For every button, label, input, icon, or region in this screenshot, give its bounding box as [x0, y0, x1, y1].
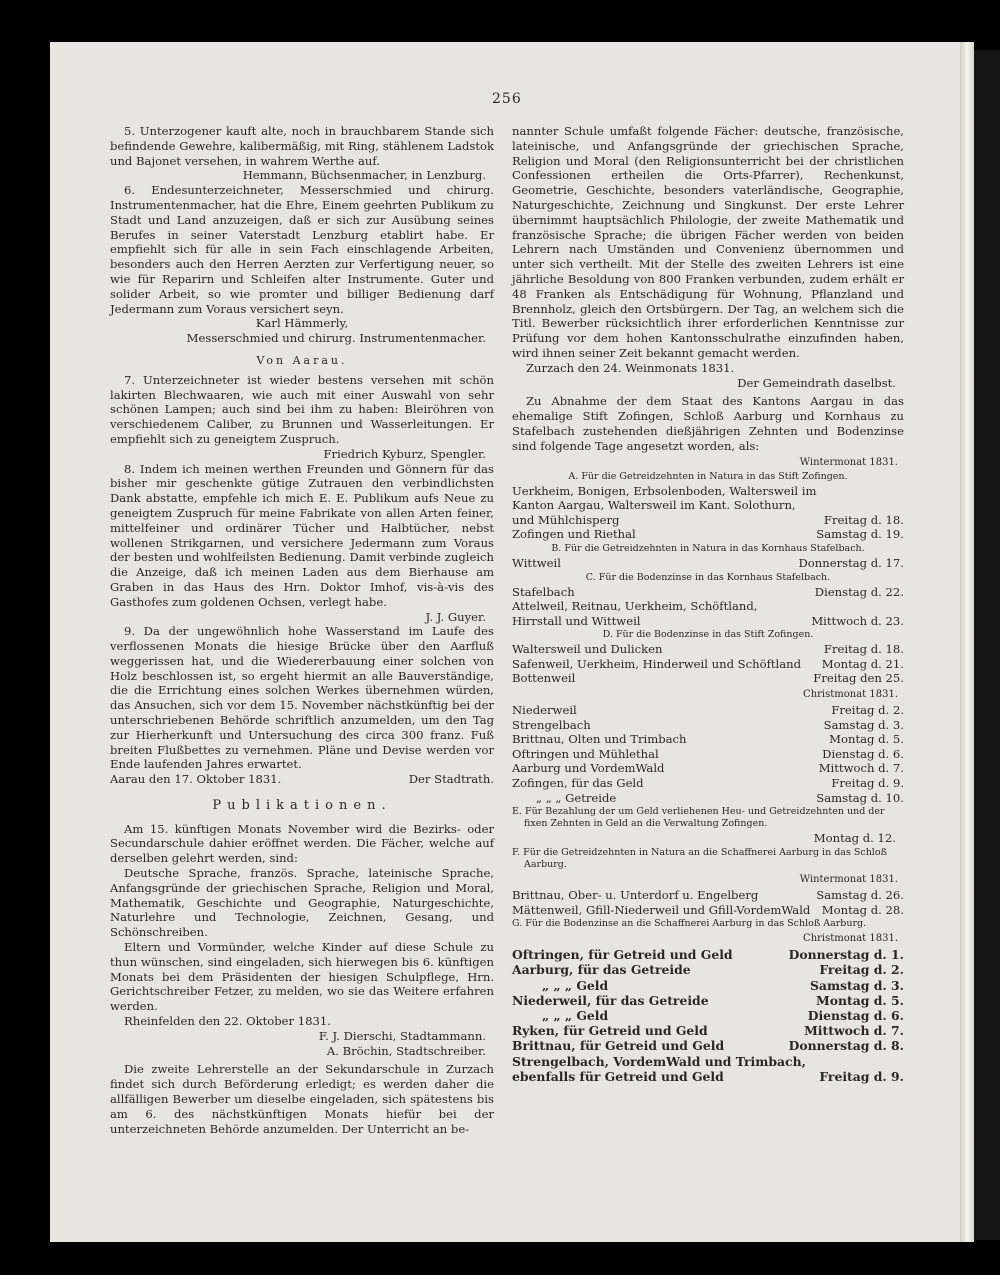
publication-1-parents: Eltern und Vormünder, welche Kinder auf diese Schule zu thun wünschen, sind eingeladen, sich hierwegen bis 6. künftigen Monats bei dem Präsidenten der hiesigen Schulpflege, Hrn. Gerichtschreiber Fetzer, zu melden, wo sie das Weitere erfahren werden.	[110, 940, 494, 1014]
section-f-heading: F. Für die Getreidzehnten in Natura an die Schaffnerei Aarburg in das Schloß Aarburg.	[512, 847, 887, 871]
publication-2-continued: nannter Schule umfaßt folgende Fächer: deutsche, französische, lateinische, und Anfangsgründe der griechischen Sprache, Religion und Moral (den Religionsunterricht bei der christlichen Confessionen ertheilen die Orts-Pfarrer), Rechenkunst, Geometrie, Geschichte, besonders vaterländische, Geographie, Naturgeschichte, Zeichnung und Singkunst. Der erste Lehrer übernimmt hauptsächlich Philologie, der zweite Mathematik und französische Sprache; die übrigen Fächer werden von beiden Lehrern nach Umständen und Convenienz übernommen und unter sich vertheilt. Mit der Stelle des zweiten Lehrers ist eine jährliche Besoldung von 800 Franken verbunden, zudem erhält er 48 Franken als Entschädigung für Wohnung, Pflanzland und Brennholz, gleich den Ortsbürgern. Der Tag, an welchem sich die Titl. Bewerber rücksichtlich ihrer erforderlichen Kenntnisse zur Prüfung vor dem hohen Kantonsschulrathe einzufinden haben, wird ihnen seiner Zeit bekannt gemacht werden.	[512, 124, 904, 360]
schedule-row: Wittweil Donnerstag d. 17.	[512, 555, 904, 570]
schedule-row: Uerkheim, Bonigen, Erbsolenboden, Waltersweil im Kanton Aargau, Waltersweil im Kant. Solothurn, und Mühlchisperg Freitag d. 18.	[512, 483, 904, 527]
publication-2-start: Die zweite Lehrerstelle an der Sekundarschule in Zurzach findet sich durch Beförderung erledigt; es werden daher die allfälligen Bewerber um dieselbe eingeladen, sich spätestens bis am 6. des nächstkünftigen Monats hiefür bei der unterzeichneten Behörde anzumelden. Der Unterricht an be-	[110, 1062, 494, 1136]
schedule-row: Niederweil, für das Getreide Montag d. 5.	[512, 992, 904, 1008]
notice-9-place-date: Aarau den 17. Oktober 1831.	[110, 772, 282, 787]
publication-1-subjects: Deutsche Sprache, französ. Sprache, lateinische Sprache, Anfangsgründe der griechischen Sprache, Religion und Moral, Mathematik, Geschichte und Geographie, Naturgeschichte, Naturlehre und Technologie, Zeichnen, Gesang, und Schönschreiben.	[110, 866, 494, 940]
publication-1-intro: Am 15. künftigen Monats November wird die Bezirks- oder Secundarschule dahier eröffnet werden. Die Fächer, welche auf derselben gelehrt werden, sind:	[110, 821, 494, 866]
schedule-row: Niederweil Freitag d. 2.	[512, 703, 904, 718]
publication-1-place-date: Rheinfelden den 22. Oktober 1831.	[124, 1014, 331, 1029]
section-e-date: Montag d. 12.	[813, 831, 896, 846]
schedule-row: Attelweil, Reitnau, Uerkheim, Schöftland, Hirrstall und Wittweil Mittwoch d. 23.	[512, 599, 904, 628]
schedule-row: Zofingen, für das Geld Freitag d. 9.	[512, 776, 904, 791]
notice-9: 9. Da der ungewöhnlich hohe Wasserstand im Laufe des verflossenen Monats die hiesige Brücke über den Aarfluß weggerissen hat, und die Wiedererbauung einer solchen von Holz beschlossen ist, so ergeht hiermit an alle Bauverständige, die die Errichtung eines solchen Werkes übernehmen würden, das Ansuchen, sich vor dem 15. November nächstkünftig bei der unterschriebenen Behörde schriftlich anzumelden, um den Tag zur Hierherkunft und Untersuchung des circa 300 franz. Fuß breiten Flußbettes zu vernehmen. Pläne und Devise werden vor Ende laufenden Jahres erwartet.	[110, 624, 494, 772]
schedule-row: Aarburg, für das Getreide Freitag d. 2.	[512, 962, 904, 978]
notice-7: 7. Unterzeichneter ist wieder bestens versehen mit schön lakirten Blechwaaren, wie auch mit einer Auswahl von sehr schönen Lampen; auch sind bei ihm zu haben: Bleiröhren von verschiedenem Caliber, zu Brunnen und Wasserleitungen. Er empfiehlt sich zu geneigtem Zuspruch.	[110, 372, 494, 446]
notice-6-signature-name: Karl Hämmerly,	[255, 316, 349, 331]
notice-6: 6. Endesunterzeichneter, Messerschmied und chirurg. Instrumentenmacher, hat die Ehre, Einem geehrten Publikum zu Stadt und Land anzuzeigen, daß er sich zur Ausübung seines Berufes in seiner Vaterstadt Lenzburg etablirt habe. Er empfiehlt sich für alle in sein Fach einschlagende Arbeiten, besonders auch den Herren Aerzten zur Verfertigung neuer, so wie für Reparirn und Schleifen alter Instrumente. Guter und solider Arbeit, so wie promter und billiger Bedienung darf Jedermann zum Voraus versichert seyn.	[110, 183, 494, 316]
schedule-row: Aarburg und VordemWald Mittwoch d. 7.	[512, 761, 904, 776]
schedule-row: Ryken, für Getreid und Geld Mittwoch d. 7.	[512, 1023, 904, 1039]
schedule-row: Strengelbach Samstag d. 3.	[512, 717, 904, 732]
section-b-heading: B. Für die Getreidzehnten in Natura in das Kornhaus Stafelbach.	[551, 542, 865, 554]
section-from-aarau: Von Aarau.	[256, 353, 348, 367]
notice-9-footer	[110, 772, 494, 787]
schedule-row: Brittnau, Olten und Trimbach Montag d. 5.	[512, 732, 904, 747]
month-heading-3: Wintermonat 1831.	[799, 874, 898, 886]
schedule-row: Strengelbach, VordemWald und Trimbach, ebenfalls für Getreid und Geld Freitag d. 9.	[512, 1053, 904, 1084]
notice-5-signature: Hemmann, Büchsenmacher, in Lenzburg.	[242, 168, 486, 183]
notice-8-signature: J. J. Guyer.	[425, 609, 486, 624]
notice-7-signature: Friedrich Kyburz, Spengler.	[323, 446, 486, 461]
page-fold	[960, 42, 974, 1242]
section-a-heading: A. Für die Getreidzehnten in Natura in das Stift Zofingen.	[568, 470, 848, 482]
schedule-row: Oftringen und Mühlethal Dienstag d. 6.	[512, 746, 904, 761]
tithe-intro: Zu Abnahme der dem Staat des Kantons Aargau in das ehemalige Stift Zofingen, Schloß Aarburg und Kornhaus zu Stafelbach zustehenden dießjährigen Zehnten und Bodenzinse sind folgende Tage angesetzt worden, als:	[512, 394, 904, 453]
month-heading-4: Christmonat 1831.	[803, 933, 898, 945]
publication-1-signature-1: F. J. Dierschi, Stadtammann.	[318, 1028, 486, 1043]
section-c-heading: C. Für die Bodenzinse in das Kornhaus Stafelbach.	[585, 571, 831, 583]
notice-5: 5. Unterzogener kauft alte, noch in brauchbarem Stande sich befindende Gewehre, kalibermäßig, mit Ring, stählenem Ladstok und Bajonet versehen, in wahrem Werthe auf.	[110, 124, 494, 168]
month-heading-2: Christmonat 1831.	[803, 689, 898, 701]
schedule-row: Safenweil, Uerkheim, Hinderweil und Schöftland Montag d. 21.	[512, 656, 904, 671]
notice-6-signature-title: Messerschmied und chirurg. Instrumentenmacher.	[186, 331, 486, 346]
publication-1-signature-2: A. Bröchin, Stadtschreiber.	[326, 1043, 486, 1058]
left-column	[110, 124, 494, 1136]
section-d-heading: D. Für die Bodenzinse in das Stift Zofingen.	[602, 629, 814, 641]
section-g-heading: G. Für die Bodenzinse an die Schaffnerei Aarburg in das Schloß Aarburg.	[512, 918, 867, 930]
schedule-row: Stafelbach Dienstag d. 22.	[512, 584, 904, 599]
schedule-row: Brittnau, für Getreid und Geld Donnerstag d. 8.	[512, 1038, 904, 1054]
month-heading-1: Wintermonat 1831.	[799, 456, 898, 468]
schedule-row: Mättenweil, Gfill-Niederweil und Gfill-VordemWald Montag d. 28.	[512, 902, 904, 917]
page-number: 256	[492, 91, 522, 107]
publication-2-signature: Der Gemeindrath daselbst.	[737, 375, 896, 390]
notice-8: 8. Indem ich meinen werthen Freunden und Gönnern für das bisher mir geschenkte gütige Zutrauen den verbindlichsten Dank abstatte, empfehle ich mich E. E. Publikum aufs Neue zu geneigtem Zuspruch für meine Fabrikate von allen Arten feiner, mittelfeiner und ordinärer Tücher und Halbtücher, nebst wollenen Strikgarnen, und versichere Jedermann zum Voraus der besten und wohlfeilsten Bedienung. Damit verbinde zugleich die Anzeige, daß ich meinen Laden aus dem Bierhause am Graben in das Haus des Hrn. Doktor Imhof, vis-à-vis des Gasthofes zum goldenen Ochsen, verlegt habe.	[110, 461, 494, 609]
schedule-row: Zofingen und Riethal Samstag d. 19.	[512, 527, 904, 542]
publications-heading: Publikationen.	[212, 797, 392, 813]
schedule-row: Waltersweil und Dulicken Freitag d. 18.	[512, 642, 904, 657]
scan-edge	[974, 50, 1000, 1240]
schedule-row: „ „ „ Getreide Samstag d. 10.	[536, 790, 904, 805]
right-column	[512, 124, 904, 1084]
notice-9-signature: Der Stadtrath.	[408, 772, 494, 787]
publication-2-place-date: Zurzach den 24. Weinmonats 1831.	[526, 360, 735, 375]
section-e-heading: E. Für Bezahlung der um Geld verliehenen Heu- und Getreidzehnten und der fixen Zehnten in Geld an die Verwaltung Zofingen.	[512, 806, 885, 830]
schedule-row: Oftringen, für Getreid und Geld Donnerstag d. 1.	[512, 947, 904, 963]
schedule-row: Brittnau, Ober- u. Unterdorf u. Engelberg Samstag d. 26.	[512, 888, 904, 903]
schedule-row: „ „ „ Geld Samstag d. 3.	[542, 977, 904, 993]
schedule-row: „ „ „ Geld Dienstag d. 6.	[542, 1008, 904, 1024]
schedule-row: Bottenweil Freitag den 25.	[512, 671, 904, 686]
